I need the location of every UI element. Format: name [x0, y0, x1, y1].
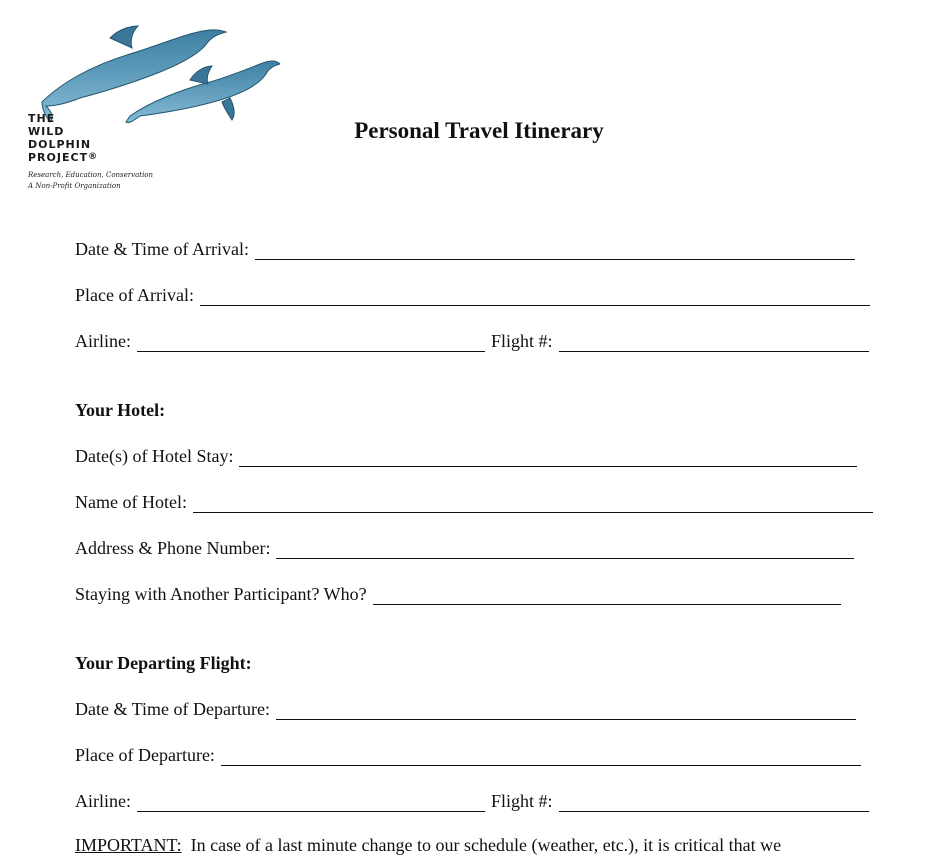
departure-place-row [75, 744, 861, 766]
tagline-line: A Non-Profit Organization [28, 182, 121, 190]
hotel-name-row [75, 491, 873, 513]
arrival-airline-row [75, 330, 869, 352]
organization-logo [26, 24, 276, 199]
hotel-address-label: Address & Phone Number: [75, 538, 271, 558]
hotel-name-field[interactable] [193, 494, 873, 513]
departure-airline-row [75, 790, 869, 812]
logo-line [28, 151, 97, 164]
departure-datetime-row [75, 698, 856, 720]
hotel-name-label: Name of Hotel: [75, 492, 187, 512]
hotel-dates-row [75, 445, 857, 467]
hotel-dates-label: Date(s) of Hotel Stay: [75, 446, 234, 466]
arrival-place-field[interactable] [200, 287, 870, 306]
hotel-roommate-row [75, 583, 841, 605]
arrival-datetime-row [75, 238, 855, 260]
hotel-roommate-field[interactable] [373, 586, 841, 605]
important-note [75, 834, 781, 856]
arrival-datetime-label: Date & Time of Arrival: [75, 239, 249, 259]
hotel-roommate-label: Staying with Another Participant? Who? [75, 584, 367, 604]
hotel-address-row [75, 537, 854, 559]
registered-mark: ® [88, 152, 98, 162]
arrival-flight-field[interactable] [559, 333, 869, 352]
logo-tagline [28, 170, 153, 192]
departure-datetime-field[interactable] [276, 701, 856, 720]
arrival-airline-label: Airline: [75, 331, 131, 351]
hotel-dates-field[interactable] [239, 448, 857, 467]
arrival-flight-label: Flight #: [491, 331, 553, 351]
departure-flight-label: Flight #: [491, 791, 553, 811]
departure-datetime-label: Date & Time of Departure: [75, 699, 270, 719]
page-title: Personal Travel Itinerary [354, 118, 604, 143]
departure-heading: Your Departing Flight: [75, 653, 252, 673]
departure-airline-label: Airline: [75, 791, 131, 811]
arrival-place-label: Place of Arrival: [75, 285, 194, 305]
arrival-airline-field[interactable] [137, 333, 485, 352]
logo-line: THE [28, 112, 56, 125]
arrival-datetime-field[interactable] [255, 241, 855, 260]
hotel-heading: Your Hotel: [75, 400, 166, 420]
important-label: IMPORTANT: [75, 835, 182, 855]
departure-flight-field[interactable] [559, 793, 869, 812]
dolphins-logo-icon [40, 24, 280, 124]
departure-place-field[interactable] [221, 747, 861, 766]
logo-line: WILD [28, 125, 65, 138]
logo-line: DOLPHIN [28, 138, 92, 151]
important-text: In case of a last minute change to our schedule (weather, etc.), it is critical that we [190, 835, 782, 855]
departure-place-label: Place of Departure: [75, 745, 215, 765]
logo-line-text: PROJECT [28, 151, 89, 164]
tagline-line: Research, Education, Conservation [28, 171, 154, 179]
arrival-place-row [75, 284, 870, 306]
hotel-address-field[interactable] [276, 540, 854, 559]
departure-airline-field[interactable] [137, 793, 485, 812]
